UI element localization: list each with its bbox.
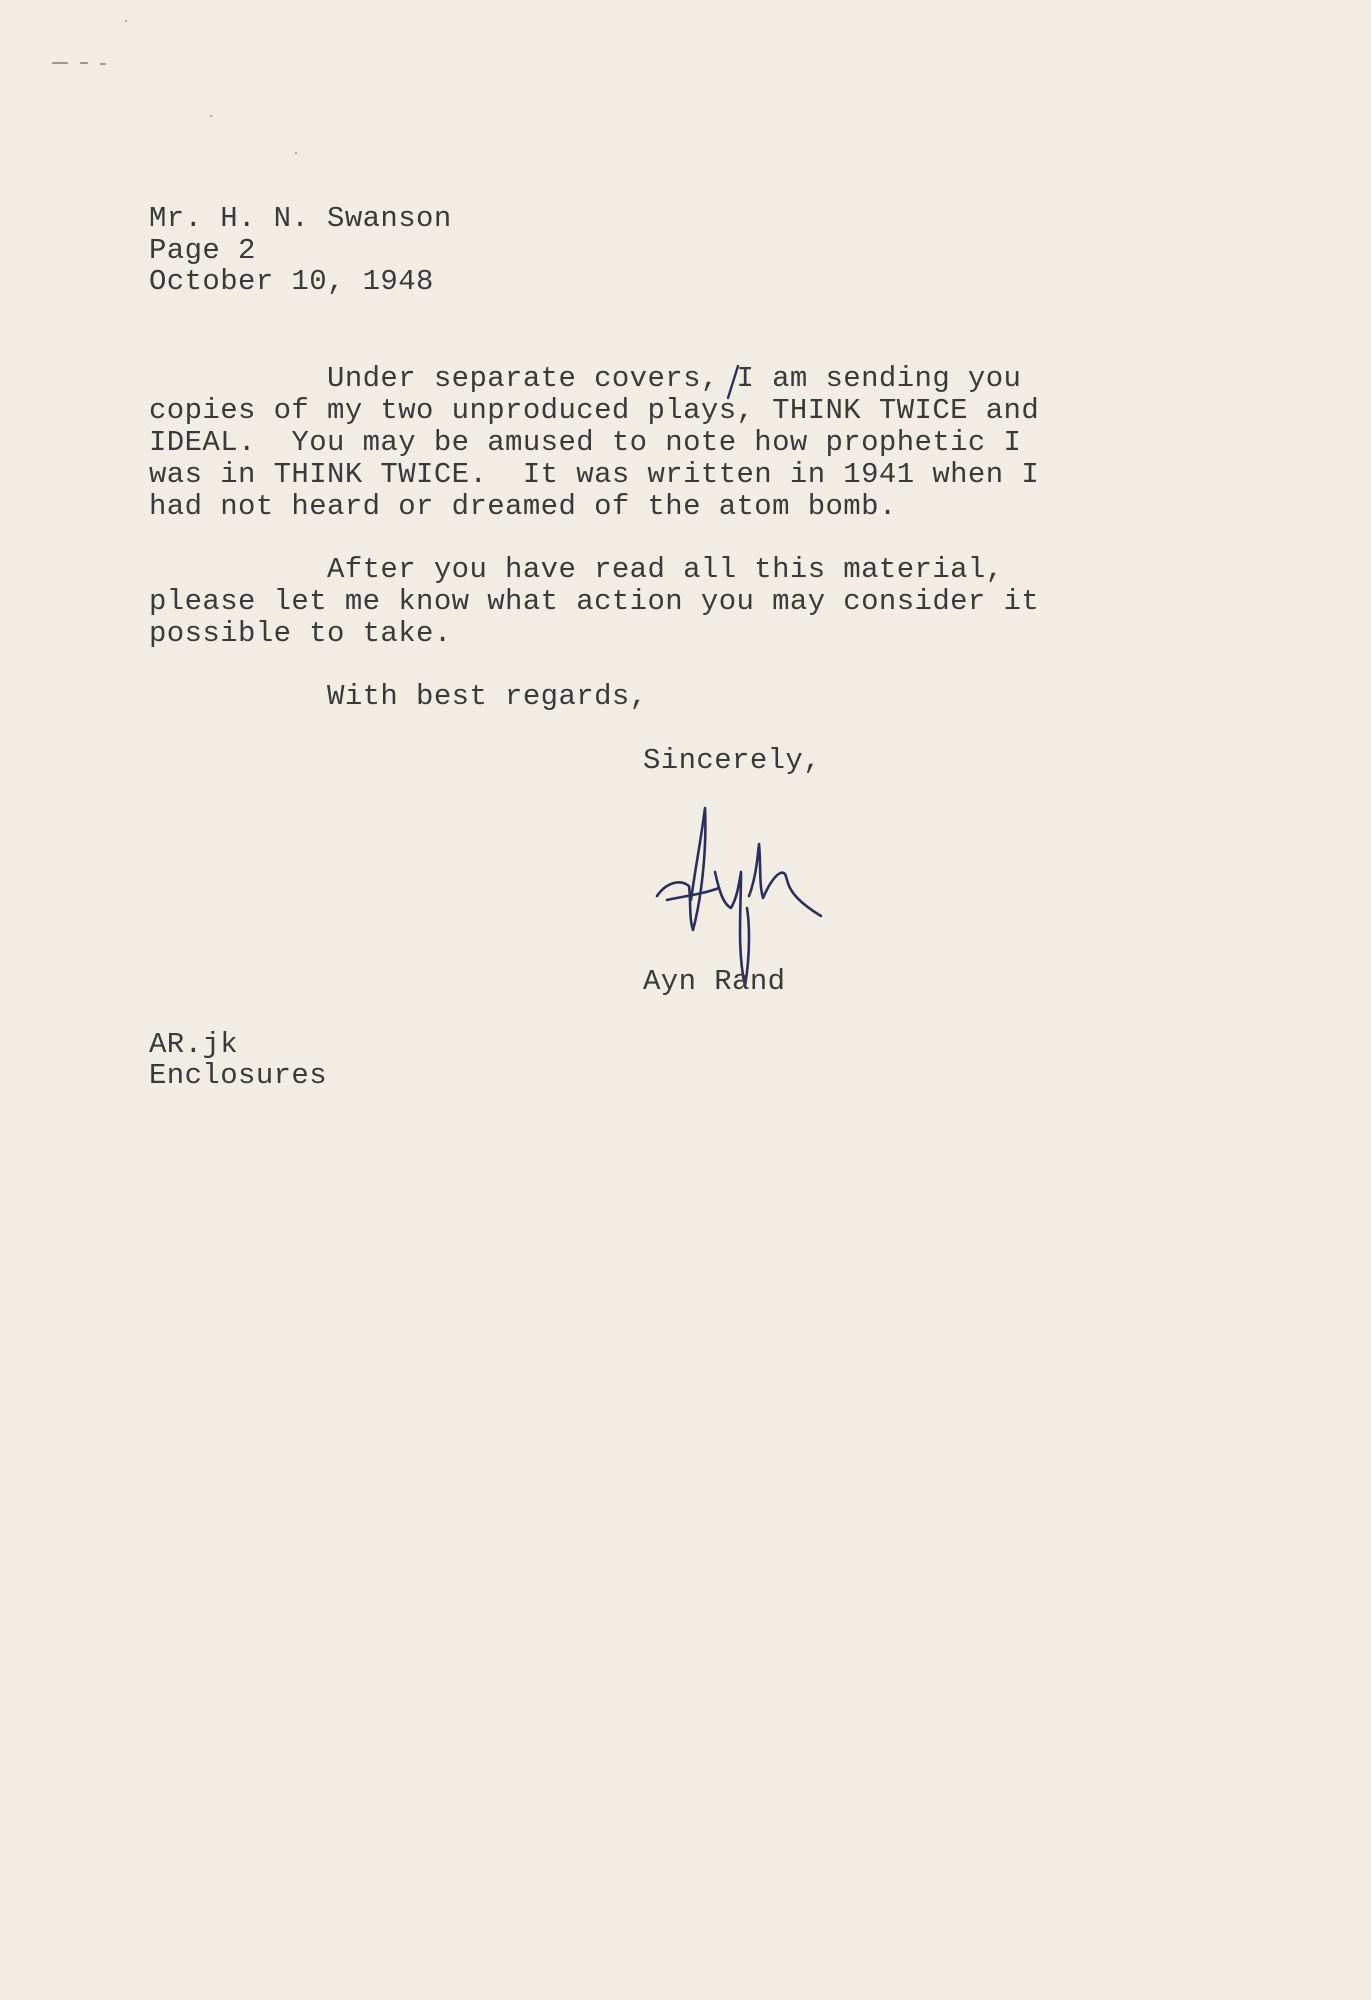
regards-line: With best regards,: [149, 680, 648, 713]
paragraph-2-line-1: After you have read all this material,: [149, 553, 1004, 586]
paragraph-1-line-3: IDEAL. You may be amused to note how prophetic I: [149, 426, 1022, 459]
enclosures-note: Enclosures: [149, 1059, 328, 1092]
valediction: Sincerely,: [643, 744, 822, 777]
paragraph-1-line-5: had not heard or dreamed of the atom bomb.: [149, 490, 897, 523]
recipient-line: Mr. H. N. Swanson: [149, 202, 452, 235]
paragraph-1-line-1: Under separate covers, I am sending you: [149, 362, 1022, 395]
typist-initials: AR.jk: [149, 1028, 239, 1061]
paragraph-1-line-4: was in THINK TWICE. It was written in 1941 when I: [149, 458, 1040, 491]
paragraph-1-line-2: copies of my two unproduced plays, THINK TWICE and: [149, 394, 1040, 427]
date-line: October 10, 1948: [149, 265, 434, 298]
paragraph-2-line-2: please let me know what action you may consider it: [149, 585, 1040, 618]
paragraph-2-line-3: possible to take.: [149, 617, 452, 650]
ink-correction-mark: [720, 362, 746, 402]
signer-name: Ayn Rand: [643, 965, 786, 998]
page-number-line: Page 2: [149, 234, 256, 267]
